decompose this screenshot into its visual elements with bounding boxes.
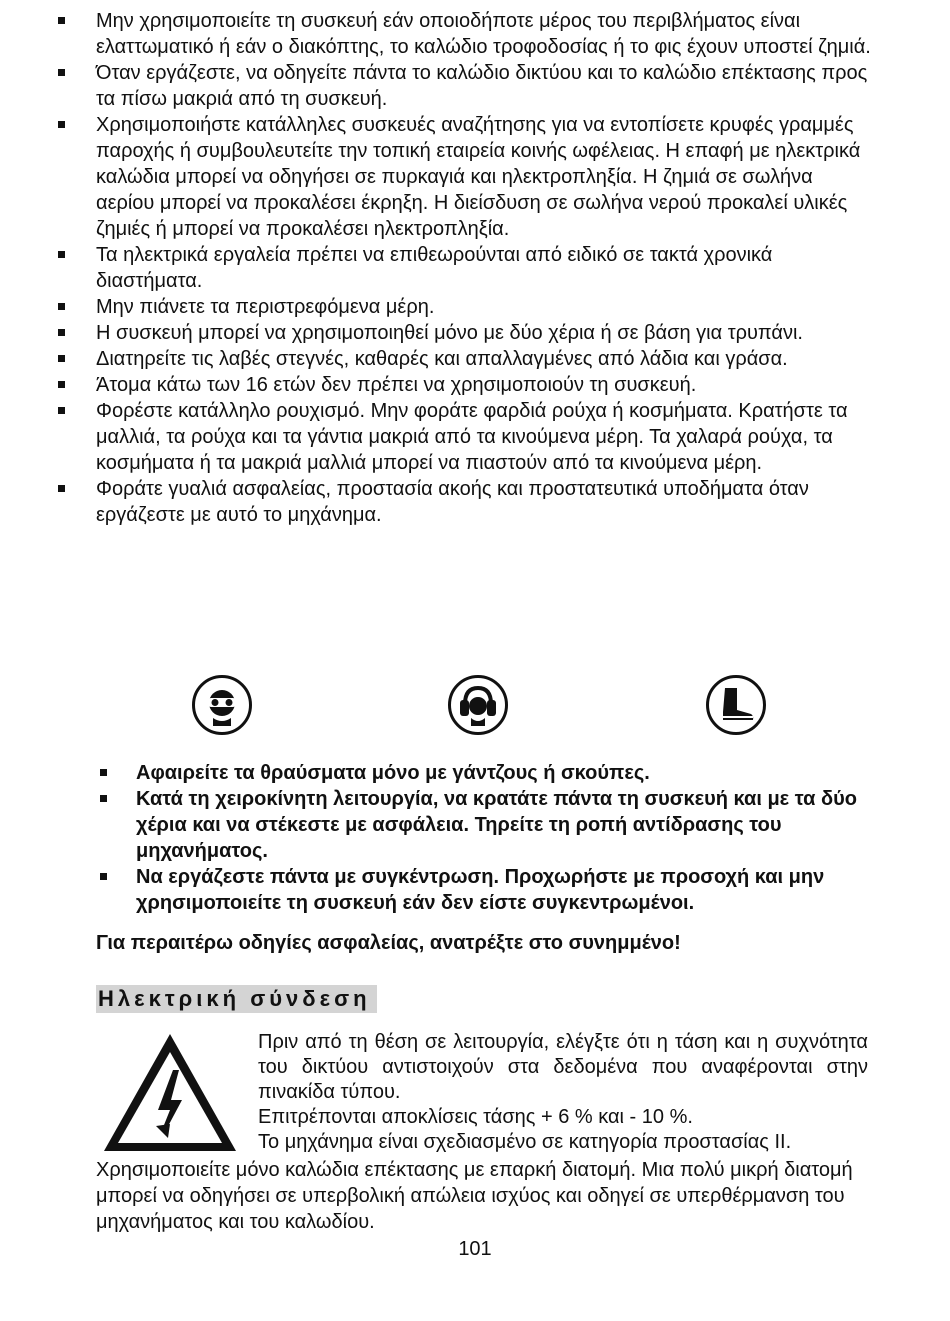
safety-goggles-icon — [192, 675, 252, 735]
section-heading: Ηλεκτρική σύνδεση — [96, 985, 377, 1013]
bullet-square-icon — [100, 795, 107, 802]
page-number: 101 — [458, 1238, 492, 1260]
bullet-square-icon — [100, 769, 107, 776]
voltage-tolerance-paragraph: Επιτρέπονται αποκλίσεις τάσης + 6 % και - 10 %. — [258, 1106, 693, 1128]
bullet-square-icon — [58, 17, 65, 24]
important-bullet-list — [96, 760, 876, 916]
list-item: Να εργάζεστε πάντα με συγκέντρωση. Προχωρήστε με προσοχή και μην χρησιμοποιείτε τη συσκευή εάν δεν είστε συγκεντρωμένοι. — [96, 864, 876, 916]
electric-hazard-warning-icon — [100, 1030, 240, 1155]
bullet-square-icon — [58, 355, 65, 362]
list-item: Μην πιάνετε τα περιστρεφόμενα μέρη. — [56, 294, 876, 320]
list-item: Όταν εργάζεστε, να οδηγείτε πάντα το καλώδιο δικτύου και το καλώδιο επέκτασης προς τα πίσω μακριά από τη συσκευή. — [56, 60, 876, 112]
list-item: Διατηρείτε τις λαβές στεγνές, καθαρές και απαλλαγμένες από λάδια και γράσα. — [56, 346, 876, 372]
bullet-square-icon — [58, 485, 65, 492]
safety-bullet-list — [56, 8, 876, 528]
bullet-square-icon — [58, 407, 65, 414]
connection-text-right — [258, 1030, 868, 1155]
bullet-square-icon — [58, 121, 65, 128]
extension-cable-paragraph: Χρησιμοποιείτε μόνο καλώδια επέκτασης με επαρκή διατομή. Μια πολύ μικρή διατομή μπορεί να οδηγήσει σε υπερβολική απώλεια ισχύος και οδηγεί σε υπερθέρμανση του μηχανήματος και του καλωδίου. — [96, 1159, 853, 1233]
ppe-icons-row — [0, 675, 950, 745]
bullet-square-icon — [58, 381, 65, 388]
further-instructions-note: Για περαιτέρω οδηγίες ασφαλείας, ανατρέξτε στο συνημμένο! — [96, 932, 681, 954]
list-item: Φοράτε γυαλιά ασφαλείας, προστασία ακοής και προστατευτικά υποδήματα όταν εργάζεστε με αυτό το μηχάνημα. — [56, 476, 876, 528]
safety-boots-icon — [706, 675, 766, 735]
bullet-square-icon — [100, 873, 107, 880]
list-item: Χρησιμοποιήστε κατάλληλες συσκευές αναζήτησης για να εντοπίσετε κρυφές γραμμές παροχής ή συμβουλευτείτε την τοπική εταιρεία κοινής ωφέλειας. Η επαφή με ηλεκτρικά καλώδια μπορεί να οδηγήσει σε πυρκαγιά και ηλεκτροπληξία. Η ζημιά σε σωλήνα αερίου μπορεί να προκαλέσει έκρηξη. Η διείσδυση σε σωλήνα νερού προκαλεί υλικές ζημιές ή μπορεί να προκαλέσει ηλεκτροπληξία. — [56, 112, 876, 242]
connection-text-full — [96, 1157, 876, 1235]
list-item: Μην χρησιμοποιείτε τη συσκευή εάν οποιοδήποτε μέρος του περιβλήματος είναι ελαττωματικό ή εάν ο διακόπτης, το καλώδιο τροφοδοσίας ή το φις έχουν υποστεί ζημιά. — [56, 8, 876, 60]
bullet-square-icon — [58, 251, 65, 258]
list-item: Κατά τη χειροκίνητη λειτουργία, να κρατάτε πάντα τη συσκευή και με τα δύο χέρια και να στέκεστε με ασφάλεια. Τηρείτε τη ροπή αντίδρασης του μηχανήματος. — [96, 786, 876, 864]
bullet-square-icon — [58, 303, 65, 310]
list-item: Άτομα κάτω των 16 ετών δεν πρέπει να χρησιμοποιούν τη συσκευή. — [56, 372, 876, 398]
bullet-square-icon — [58, 329, 65, 336]
list-item: Φορέστε κατάλληλο ρουχισμό. Μην φοράτε φαρδιά ρούχα ή κοσμήματα. Κρατήστε τα μαλλιά, τα ρούχα και τα γάντια μακριά από τα κινούμενα μέρη. Τα χαλαρά ρούχα, τα κοσμήματα ή τα μακριά μαλλιά μπορεί να πιαστούν από τα κινούμενα μέρη. — [56, 398, 876, 476]
list-item: Τα ηλεκτρικά εργαλεία πρέπει να επιθεωρούνται από ειδικό σε τακτά χρονικά διαστήματα. — [56, 242, 876, 294]
ear-protection-icon — [448, 675, 508, 735]
voltage-check-paragraph: Πριν από τη θέση σε λειτουργία, ελέγξτε ότι η τάση και η συχνότητα του δικτύου αντιστοιχούν στα δεδομένα που αναφέρονται στην πινακίδα τύπου. — [258, 1031, 868, 1103]
protection-class-paragraph: Το μηχάνημα είναι σχεδιασμένο σε κατηγορία προστασίας II. — [258, 1131, 792, 1153]
list-item: Η συσκευή μπορεί να χρησιμοποιηθεί μόνο με δύο χέρια ή σε βάση για τρυπάνι. — [56, 320, 876, 346]
list-item: Αφαιρείτε τα θραύσματα μόνο με γάντζους ή σκούπες. — [96, 760, 876, 786]
bullet-square-icon — [58, 69, 65, 76]
